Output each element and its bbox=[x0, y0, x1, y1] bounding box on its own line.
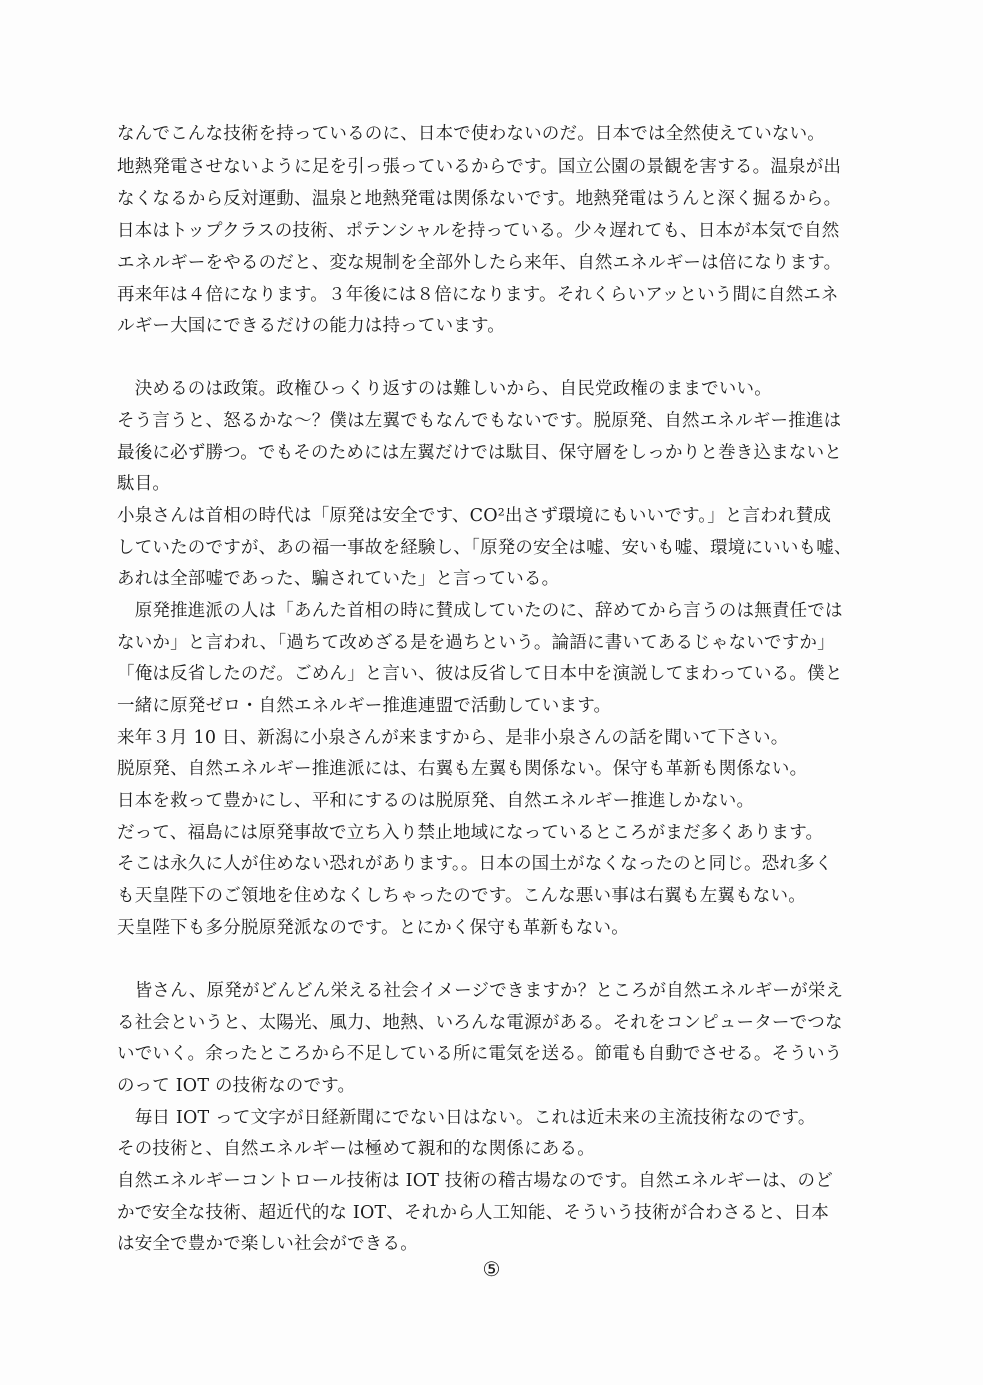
text-line: ないか」と言われ、「過ちて改めざる是を過ちという。論語に書いてあるじゃないですか」 bbox=[117, 633, 835, 653]
text-line: 日本はトップクラスの技術、ポテンシャルを持っている。少々遅れても、日本が本気で自然 bbox=[117, 221, 840, 241]
text-line: だって、福島には原発事故で立ち入り禁止地域になっているところがまだ多くあります。 bbox=[117, 823, 824, 843]
text-line: そこは永久に人が住めない恐れがあります。。日本の国土がなくなったのと同じ。恐れ多く bbox=[117, 854, 833, 874]
text-line: なんでこんな技術を持っているのに、日本で使わないのだ。日本では全然使えていない。 bbox=[117, 124, 825, 144]
text-line: あれは全部嘘であった、騙されていた」と言っている。 bbox=[117, 569, 560, 589]
text-line: ルギー大国にできるだけの能力は持っています。 bbox=[117, 316, 505, 336]
text-line: 地熱発電させないように足を引っ張っているからです。国立公園の景観を害する。温泉が出 bbox=[117, 157, 842, 177]
text-line: 最後に必ず勝つ。でもそのためには左翼だけでは駄目、保守層をしっかりと巻き込まないと bbox=[117, 443, 842, 463]
text-line: エネルギーをやるのだと、変な規制を全部外したら来年、自然エネルギーは倍になります。 bbox=[117, 253, 842, 273]
text-line: 自然エネルギーコントロール技術は IOT 技術の稽古場なのです。自然エネルギーは、のど bbox=[117, 1171, 833, 1191]
text-line: その技術と、自然エネルギーは極めて親和的な関係にある。 bbox=[117, 1139, 595, 1159]
text-line: していたのですが、あの福一事故を経験し、「原発の安全は嘘、安いも嘘、環境にいいも嘘、 bbox=[117, 538, 852, 558]
text-line: 原発推進派の人は「あんた首相の時に賛成していたのに、辞めてから言うのは無責任では bbox=[117, 601, 843, 621]
text-line: 脱原発、自然エネルギー推進派には、右翼も左翼も関係ない。保守も革新も関係ない。 bbox=[117, 759, 808, 779]
text-line: そう言うと、怒るかな～？僕は左翼でもなんでもないです。脱原発、自然エネルギー推進は bbox=[117, 411, 842, 431]
text-line: 毎日 IOT って文字が日経新聞にでない日はない。これは近未来の主流技術なのです。 bbox=[117, 1108, 816, 1128]
text-line: 駄目。 bbox=[117, 474, 171, 494]
text-line: は安全で豊かで楽しい社会ができる。 bbox=[117, 1234, 418, 1254]
text-line: なくなるから反対運動、温泉と地熱発電は関係ないです。地熱発電はうんと深く掘るから。 bbox=[117, 189, 842, 209]
text-line: かで安全な技術、超近代的な IOT、それから人工知能、そういう技術が合わさると、日本 bbox=[117, 1203, 829, 1223]
text-line: 小泉さんは首相の時代は「原発は安全です、CO²出さず環境にもいいです。」と言われ賛成 bbox=[117, 506, 832, 526]
text-line: のって IOT の技術なのです。 bbox=[117, 1076, 356, 1096]
text-line: 「俺は反省したのだ。ごめん」と言い、彼は反省して日本中を演説してまわっている。僕と bbox=[117, 664, 843, 684]
text-line: も天皇陛下のご領地を住めなくしちゃったのです。こんな悪い事は右翼も左翼もない。 bbox=[117, 886, 806, 906]
text-line: る社会というと、太陽光、風力、地熱、いろんな電源がある。それをコンピューターでつな bbox=[117, 1013, 843, 1033]
text-line: 天皇陛下も多分脱原発派なのです。とにかく保守も革新もない。 bbox=[117, 918, 629, 938]
text-line: いでいく。余ったところから不足している所に電気を送る。節電も自動でさせる。そういう bbox=[117, 1044, 843, 1064]
text-line: 日本を救って豊かにし、平和にするのは脱原発、自然エネルギー推進しかない。 bbox=[117, 791, 755, 811]
text-line: 決めるのは政策。政権ひっくり返すのは難しいから、自民党政権のままでいい。 bbox=[117, 379, 772, 399]
text-line: 来年３月 10 日、新潟に小泉さんが来ますから、是非小泉さんの話を聞いて下さい。 bbox=[117, 728, 789, 748]
text-line: 一緒に原発ゼロ・自然エネルギー推進連盟で活動しています。 bbox=[117, 696, 612, 716]
text-line: 皆さん、原発がどんどん栄える社会イメージできますか？ところが自然エネルギーが栄え bbox=[117, 981, 844, 1001]
text-line: 再来年は４倍になります。３年後には８倍になります。それくらいアッという間に自然エネ bbox=[117, 285, 839, 305]
page-number: ⑤ bbox=[482, 1257, 501, 1281]
